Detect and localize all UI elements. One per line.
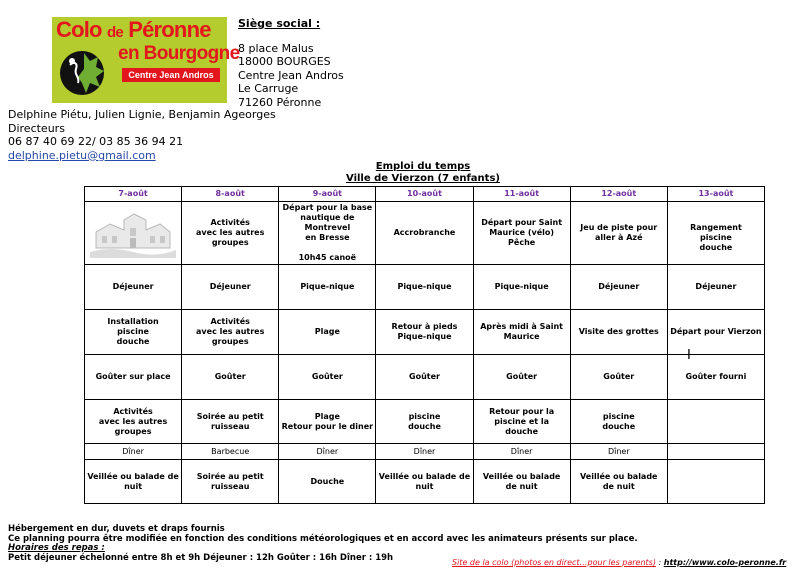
table-cell: Veillée ou balade de nuit <box>85 460 182 504</box>
table-cell: Veillée ou balade de nuit <box>473 460 570 504</box>
site-label[interactable]: Site de la colo (photos en direct…pour les parents) <box>452 558 656 567</box>
building-photo-icon <box>90 208 176 258</box>
table-cell: Accrobranche <box>376 202 473 265</box>
timetable-subtitle: Ville de Vierzon (7 enfants) <box>346 173 500 184</box>
table-row <box>85 400 765 444</box>
table-cell: Dîner <box>570 444 667 460</box>
meals-title: Horaires des repas : <box>8 543 105 554</box>
site-link-line <box>452 558 786 567</box>
address-line: Le Carruge <box>238 82 299 96</box>
table-cell: Veillée ou balade de nuit <box>570 460 667 504</box>
logo-line2: en Bourgogne <box>118 43 240 64</box>
address-line: Centre Jean Andros <box>238 68 344 82</box>
table-cell: Départ pour Vierzon <box>667 310 764 355</box>
table-row <box>85 310 765 355</box>
meals-times: Petit déjeuner échelonné entre 8h et 9h Déjeuner : 12h Goûter : 16h Dîner : 19h <box>8 552 394 563</box>
logo-emblem-icon <box>58 47 108 99</box>
site-sep: : <box>655 558 664 567</box>
day-header: 9-août <box>279 187 376 202</box>
address-block <box>238 42 344 109</box>
address-line: 71260 Péronne <box>238 95 322 109</box>
day-header: 7-août <box>85 187 182 202</box>
table-cell: Départ pour Saint Maurice (vélo) Pêche <box>473 202 570 265</box>
table-row <box>85 355 765 400</box>
directors-block <box>8 108 276 162</box>
table-cell: Goûter <box>473 355 570 400</box>
table-row <box>85 202 765 265</box>
table-cell: Retour à pieds Pique-nique <box>376 310 473 355</box>
logo <box>52 17 240 103</box>
day-header: 11-août <box>473 187 570 202</box>
photo-cell <box>85 202 182 265</box>
table-cell: Activités avec les autres groupes <box>182 202 279 265</box>
table-cell: Pique-nique <box>279 265 376 310</box>
table-row <box>85 265 765 310</box>
table-cell: piscine douche <box>376 400 473 444</box>
email-link[interactable]: delphine.pietu@gmail.com <box>8 148 156 162</box>
table-cell: Goûter sur place <box>85 355 182 400</box>
directors-names: Delphine Piétu, Julien Lignie, Benjamin Ageorges <box>8 108 276 121</box>
table-cell: Dîner <box>85 444 182 460</box>
logo-badge: Centre Jean Andros <box>122 68 220 82</box>
table-cell: Pique-nique <box>473 265 570 310</box>
table-cell: Activités avec les autres groupes <box>85 400 182 444</box>
logo-line1: Colo de Péronne <box>56 17 211 42</box>
directors-phone: 06 87 40 69 22/ 03 85 36 94 21 <box>8 135 184 149</box>
table-cell: Jeu de piste pour aller à Azé <box>570 202 667 265</box>
address-line: 18000 BOURGES <box>238 55 331 69</box>
table-cell: Dîner <box>473 444 570 460</box>
table-cell: Goûter <box>279 355 376 400</box>
table-cell: Pique-nique <box>376 265 473 310</box>
table-cell: Visite des grottes <box>570 310 667 355</box>
table-cell: Goûter <box>570 355 667 400</box>
timetable-title-block <box>298 161 548 185</box>
table-cell: Douche <box>279 460 376 504</box>
day-header: 8-août <box>182 187 279 202</box>
table-cell: Soirée au petit ruisseau <box>182 460 279 504</box>
site-url-link[interactable]: http://www.colo-peronne.fr <box>663 558 787 567</box>
table-cell: Dîner <box>376 444 473 460</box>
table-cell: Goûter fourni <box>667 355 764 400</box>
day-header: 12-août <box>570 187 667 202</box>
siege-title: Siège social : <box>238 17 321 30</box>
day-header-row <box>85 187 765 202</box>
footer-line2: Ce planning pourra être modifiée en fonction des conditions météorologiques et en accord avec les animateurs présents sur place. <box>8 533 638 544</box>
table-cell: Goûter <box>182 355 279 400</box>
table-cell: Rangement piscine douche <box>667 202 764 265</box>
table-cell: Retour pour la piscine et la douche <box>473 400 570 444</box>
table-cell <box>667 460 764 504</box>
table-cell: Barbecue <box>182 444 279 460</box>
table-cell: piscine douche <box>570 400 667 444</box>
timetable <box>84 186 765 504</box>
table-cell: Installation piscine douche <box>85 310 182 355</box>
day-header: 10-août <box>376 187 473 202</box>
table-row <box>85 460 765 504</box>
table-cell: Déjeuner <box>85 265 182 310</box>
table-cell <box>667 400 764 444</box>
table-cell: Déjeuner <box>182 265 279 310</box>
table-cell: Goûter <box>376 355 473 400</box>
table-cell: Déjeuner <box>570 265 667 310</box>
directors-role: Directeurs <box>8 121 65 135</box>
table-cell: Dîner <box>279 444 376 460</box>
table-cell: Activités avec les autres groupes <box>182 310 279 355</box>
table-cell: Soirée au petit ruisseau <box>182 400 279 444</box>
table-cell: Déjeuner <box>667 265 764 310</box>
table-cell: Plage <box>279 310 376 355</box>
table-cell: Après midi à Saint Maurice <box>473 310 570 355</box>
table-row <box>85 444 765 460</box>
day-header: 13-août <box>667 187 764 202</box>
address-line: 8 place Malus <box>238 42 314 55</box>
table-cell: Plage Retour pour le diner <box>279 400 376 444</box>
table-cell <box>667 444 764 460</box>
table-cell: Départ pour la base nautique de Montrevel en Bresse 10h45 canoë <box>279 202 376 265</box>
timetable-title: Emploi du temps <box>375 161 471 172</box>
text-cursor-icon: I <box>687 348 691 363</box>
footer-line1: Hébergement en dur, duvets et draps fournis <box>8 524 225 534</box>
table-cell: Veillée ou balade de nuit <box>376 460 473 504</box>
